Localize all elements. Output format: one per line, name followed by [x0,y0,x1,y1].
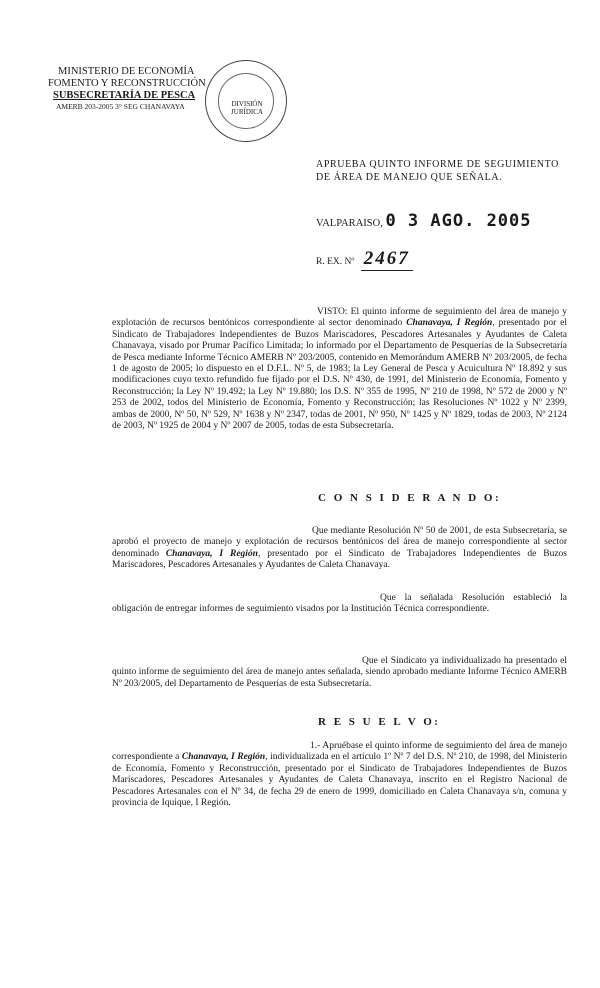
resuelvo-paragraph-1 [112,741,567,809]
visto-text-2: , presentado por el Sindicato de Trabajadores Independientes de Buzos Mariscadores, Pescadores Artesanales y Ayudantes de Caleta Chanavaya, visado por Prumar Pacífico Limitada; lo informado por el Departamento de Pesquerías de la Subsecretaría de Pesca mediante Informe Técnico AMERB Nº 203/2005, contenido en Memorándum AMERB Nº 203/2005, de fecha 1 de agosto de 2005; lo dispuesto en el D.F.L. Nº 5, de 1983; la Ley General de Pesca y Acuicultura Nº 18.892 y sus modificaciones cuyo texto refundido fue fijado por el D.S. Nº 430, de 1991, del Ministerio de Economía, Fomento y Reconstrucción; la Ley Nº 19.492; la Ley Nº 19.880; los D.S. Nº 355 de 1995, Nº 210 de 1998, Nº 572 de 2000 y Nº 253 de 2002, todos del Ministerio de Economía, Fomento y Reconstrucción; las Resoluciones Nº 1022 y Nº 2399, ambas de 2000, Nº 50, Nº 529, Nº 1638 y Nº 2347, todas de 2001, Nº 950, Nº 1425 y Nº 1829, todas de 2003, Nº 2124 de 2003, Nº 1925 de 2004 y Nº 2007 de 2005, todas de esta Subsecretaría. [112,318,567,432]
visto-sector: Chanavaya, I Región [406,318,493,329]
resuelvo-p1-sector: Chanavaya, I Región [181,752,266,763]
resolution-number-line [316,248,413,271]
considerando-p1-sector: Chanavaya, I Región [165,548,258,559]
date-city: VALPARAISO, [316,218,383,229]
date-stamp: 0 3 AGO. 2005 [385,211,532,231]
considerando-heading: C O N S I D E R A N D O: [318,492,502,504]
document-subject: APRUEBA QUINTO INFORME DE SEGUIMIENTO DE ÁREA DE MANEJO QUE SEÑALA. [316,159,559,183]
visto-paragraph [112,307,567,432]
resuelvo-p1-text-b: , individualizada en el artículo 1º Nº 7 del D.S. Nº 210, de 1998, del Ministerio de Economía, Fomento y Reconstrucción, presentado por el Sindicato de Trabajadores Independientes de Buzos Mariscadores, Pescadores Artesanales y Ayudantes de Caleta Chanavaya, inscrito en el Registro Nacional de Pescadores Artesanales con el Nº 34, de fecha 29 de enero de 1999, domiciliado en Caleta Chanavaya s/n, comuna y provincia de Iquique, I Región. [112,752,567,809]
resuelvo-heading: R E S U E L V O: [318,716,441,728]
considerando-p1-text-b: , presentado por el Sindicato de Trabajadores Independientes de Buzos Mariscadores, Pescadores Artesanales y Ayudantes de Caleta Chanavaya. [112,548,567,571]
visto-lead: VISTO: [317,307,348,317]
resolution-number: 2467 [361,248,413,271]
ministry-name: MINISTERIO DE ECONOMÍA [58,66,195,77]
considerando-paragraph-1 [112,526,567,572]
ministry-subname: FOMENTO Y RECONSTRUCCIÓN [48,78,206,89]
subsecretaria-name: SUBSECRETARÍA DE PESCA [53,90,196,101]
considerando-paragraph-3: Que el Sindicato ya individualizado ha presentado el quinto informe de seguimiento del área de manejo antes señalada, siendo aprobado mediante Informe Técnico AMERB Nº 203/2005, del Departamento de Pesquerías de esta Subsecretaría. [112,656,567,689]
official-seal-text: DIVISIÓN JURÍDICA [231,100,263,116]
resuelvo-p1-text-a: 1.- Apruébase el quinto informe de seguimiento del área de manejo correspondiente a [112,741,567,763]
file-reference: AMERB 203-2005 3° SEG CHANAVAYA [56,102,185,111]
considerando-paragraph-2: Que la señalada Resolución estableció la obligación de entregar informes de seguimiento visados por la Institución Técnica correspondiente. [112,593,567,615]
date-line [316,211,532,231]
resolution-label: R. EX. Nº [316,257,355,267]
visto-text-1: El quinto informe de seguimiento del área de manejo y explotación de recursos bentónicos correspondiente al sector denominado [112,307,567,329]
considerando-p1-text-a: Que mediante Resolución Nº 50 de 2001, de esta Subsecretaría, se aprobó el proyecto de manejo y explotación de recursos bentónicos del área de manejo correspondiente al sector denominado [112,526,567,559]
